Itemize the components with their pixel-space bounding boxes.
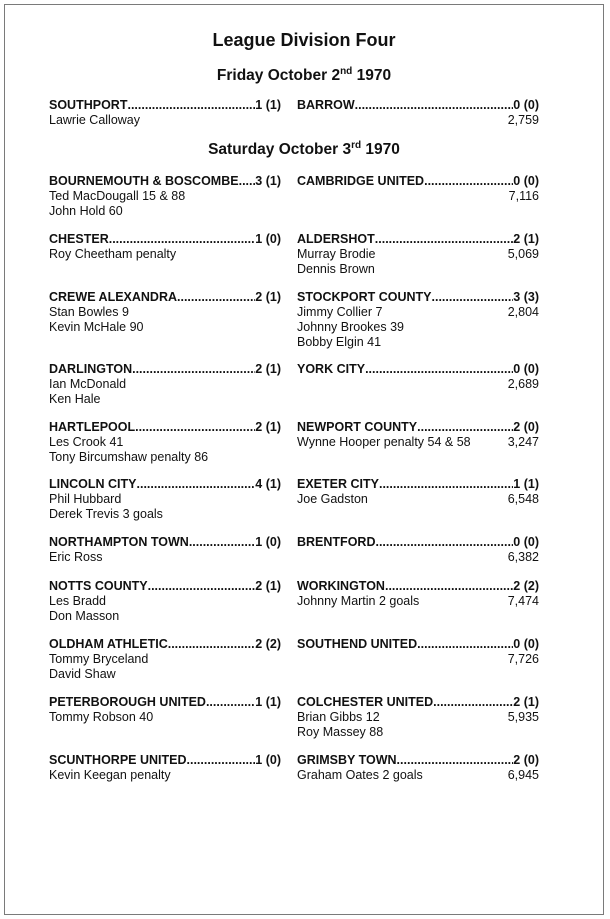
- away-score: 0 (0): [513, 535, 539, 549]
- date-ordinal-suffix: nd: [340, 66, 353, 77]
- away-team-line: [297, 362, 539, 377]
- home-scorer: Les Bradd: [49, 594, 106, 608]
- away-team-line: [297, 290, 539, 305]
- home-team-line: [49, 637, 281, 652]
- home-side: [49, 98, 281, 128]
- home-score: 2 (1): [255, 290, 281, 304]
- away-team-line: [297, 98, 539, 113]
- home-team-name: DARLINGTON: [49, 362, 133, 376]
- away-score: 0 (0): [513, 637, 539, 651]
- home-side: [49, 362, 281, 407]
- away-side: [297, 753, 539, 783]
- away-side: [297, 535, 539, 565]
- home-side: [49, 290, 281, 335]
- home-scorer: Eric Ross: [49, 550, 103, 564]
- home-score: 2 (1): [255, 362, 281, 376]
- home-scorer: Ken Hale: [49, 392, 101, 406]
- home-team-name: SOUTHPORT: [49, 98, 128, 112]
- leader-dots: [239, 174, 256, 189]
- home-score: 1 (1): [255, 98, 281, 112]
- away-scorer: [297, 550, 508, 565]
- away-score: 2 (1): [513, 695, 539, 709]
- leader-dots: [417, 420, 513, 435]
- away-scorer: Wynne Hooper penalty 54 & 58: [297, 435, 471, 449]
- home-side: [49, 579, 281, 624]
- home-scorer: Tommy Bryceland: [49, 652, 149, 666]
- attendance: 5,069: [507, 247, 539, 261]
- home-scorer: Derek Trevis 3 goals: [49, 507, 163, 521]
- away-first-line: [297, 550, 539, 565]
- leader-dots: [433, 695, 513, 710]
- away-team-name: BARROW: [297, 98, 355, 112]
- away-scorer: Brian Gibbs 12: [297, 710, 380, 724]
- away-scorer: Johnny Martin 2 goals: [297, 594, 420, 608]
- home-team-name: CHESTER: [49, 232, 109, 246]
- leader-dots: [397, 753, 514, 768]
- attendance: 6,548: [507, 492, 539, 506]
- home-scorer: Tommy Robson 40: [49, 710, 154, 724]
- leader-dots: [189, 535, 255, 550]
- home-score: 1 (0): [255, 535, 281, 549]
- away-scorer: Bobby Elgin 41: [297, 335, 382, 349]
- home-team-name: LINCOLN CITY: [49, 477, 137, 491]
- away-team-name: EXETER CITY: [297, 477, 379, 491]
- home-score: 1 (0): [255, 232, 281, 246]
- attendance: 7,726: [507, 652, 539, 666]
- away-team-name: YORK CITY: [297, 362, 366, 376]
- home-team-line: [49, 535, 281, 550]
- away-first-line: [297, 710, 539, 725]
- home-scorer: Kevin McHale 90: [49, 320, 144, 334]
- away-score: 2 (2): [513, 579, 539, 593]
- away-side: [297, 232, 539, 277]
- away-score: 3 (3): [513, 290, 539, 304]
- leader-dots: [135, 420, 255, 435]
- home-scorer: Les Crook 41: [49, 435, 124, 449]
- home-side: [49, 695, 281, 725]
- leader-dots: [379, 477, 513, 492]
- home-team-line: [49, 174, 281, 189]
- away-scorer: Joe Gadston: [297, 492, 368, 506]
- away-side: [297, 579, 539, 609]
- away-first-line: [297, 189, 539, 204]
- away-side: [297, 98, 539, 128]
- leader-dots: [148, 579, 256, 594]
- away-score: 0 (0): [513, 174, 539, 188]
- home-scorer: Roy Cheetham penalty: [49, 247, 177, 261]
- home-score: 2 (1): [255, 420, 281, 434]
- date-year: 1970: [352, 67, 392, 84]
- away-score: 2 (1): [513, 232, 539, 246]
- away-team-name: STOCKPORT COUNTY: [297, 290, 432, 304]
- home-score: 1 (1): [255, 695, 281, 709]
- home-team-line: [49, 420, 281, 435]
- away-team-name: GRIMSBY TOWN: [297, 753, 397, 767]
- away-first-line: [297, 247, 539, 262]
- home-scorer: Phil Hubbard: [49, 492, 122, 506]
- attendance: 3,247: [507, 435, 539, 449]
- away-scorer: [297, 189, 509, 204]
- attendance: 5,935: [507, 710, 539, 724]
- home-team-name: SCUNTHORPE UNITED: [49, 753, 187, 767]
- home-team-line: [49, 753, 281, 768]
- away-score: 0 (0): [513, 98, 539, 112]
- date-ordinal-suffix: rd: [351, 140, 362, 151]
- leader-dots: [137, 477, 256, 492]
- away-team-name: ALDERSHOT: [297, 232, 375, 246]
- home-team-line: [49, 232, 281, 247]
- attendance: 2,689: [507, 377, 539, 391]
- away-team-line: [297, 477, 539, 492]
- date-heading: [5, 141, 603, 159]
- date-heading: [5, 67, 603, 85]
- home-team-name: OLDHAM ATHLETIC: [49, 637, 168, 651]
- away-first-line: [297, 305, 539, 320]
- leader-dots: [385, 579, 513, 594]
- away-team-name: NEWPORT COUNTY: [297, 420, 418, 434]
- away-scorer: Jimmy Collier 7: [297, 305, 383, 319]
- away-team-name: CAMBRIDGE UNITED: [297, 174, 425, 188]
- leader-dots: [365, 362, 513, 377]
- home-team-name: NORTHAMPTON TOWN: [49, 535, 189, 549]
- away-team-line: [297, 753, 539, 768]
- away-side: [297, 174, 539, 204]
- home-team-name: NOTTS COUNTY: [49, 579, 148, 593]
- away-team-line: [297, 695, 539, 710]
- away-team-name: COLCHESTER UNITED: [297, 695, 434, 709]
- home-team-line: [49, 695, 281, 710]
- home-team-name: BOURNEMOUTH & BOSCOMBE: [49, 174, 239, 188]
- home-score: 3 (1): [255, 174, 281, 188]
- attendance: 7,474: [507, 594, 539, 608]
- away-team-line: [297, 579, 539, 594]
- home-side: [49, 420, 281, 465]
- away-scorer: Graham Oates 2 goals: [297, 768, 423, 782]
- home-side: [49, 637, 281, 682]
- away-scorer: [297, 652, 508, 667]
- home-team-line: [49, 477, 281, 492]
- leader-dots: [206, 695, 255, 710]
- away-scorer: Roy Massey 88: [297, 725, 384, 739]
- home-score: 4 (1): [255, 477, 281, 491]
- home-side: [49, 753, 281, 783]
- away-team-name: WORKINGTON: [297, 579, 385, 593]
- away-side: [297, 637, 539, 667]
- home-scorer: Don Masson: [49, 609, 120, 623]
- away-score: 2 (0): [513, 753, 539, 767]
- page-title: League Division Four: [212, 30, 396, 50]
- home-scorer: Stan Bowles 9: [49, 305, 129, 319]
- away-first-line: [297, 435, 539, 450]
- home-score: 2 (2): [255, 637, 281, 651]
- away-first-line: [297, 594, 539, 609]
- home-score: 1 (0): [255, 753, 281, 767]
- away-score: 0 (0): [513, 362, 539, 376]
- leader-dots: [432, 290, 514, 305]
- home-team-name: PETERBOROUGH UNITED: [49, 695, 206, 709]
- away-scorer: [297, 113, 508, 128]
- away-first-line: [297, 492, 539, 507]
- home-scorer: Kevin Keegan penalty: [49, 768, 171, 782]
- results-page: [4, 4, 604, 915]
- away-scorer: Johnny Brookes 39: [297, 320, 405, 334]
- away-team-name: SOUTHEND UNITED: [297, 637, 418, 651]
- attendance: 2,804: [507, 305, 539, 319]
- attendance: 6,382: [507, 550, 539, 564]
- leader-dots: [127, 98, 255, 113]
- home-side: [49, 477, 281, 522]
- home-scorer: John Hold 60: [49, 204, 123, 218]
- attendance: 7,116: [508, 189, 539, 203]
- home-scorer: Tony Bircumshaw penalty 86: [49, 450, 209, 464]
- away-side: [297, 420, 539, 450]
- home-scorer: Ted MacDougall 15 & 88: [49, 189, 186, 203]
- attendance: 2,759: [507, 113, 539, 127]
- away-team-name: BRENTFORD: [297, 535, 376, 549]
- home-scorer: David Shaw: [49, 667, 116, 681]
- home-scorer: Ian McDonald: [49, 377, 127, 391]
- date-text: Saturday October 3: [208, 141, 352, 158]
- away-team-line: [297, 174, 539, 189]
- leader-dots: [355, 98, 514, 113]
- leader-dots: [375, 535, 513, 550]
- away-score: 1 (1): [513, 477, 539, 491]
- home-side: [49, 174, 281, 219]
- away-team-line: [297, 232, 539, 247]
- leader-dots: [424, 174, 513, 189]
- date-text: Friday October 2: [216, 67, 341, 84]
- home-team-name: CREWE ALEXANDRA: [49, 290, 178, 304]
- away-team-line: [297, 420, 539, 435]
- away-team-line: [297, 637, 539, 652]
- home-team-line: [49, 98, 281, 113]
- away-score: 2 (0): [513, 420, 539, 434]
- away-first-line: [297, 768, 539, 783]
- date-year: 1970: [361, 141, 400, 158]
- away-team-line: [297, 535, 539, 550]
- away-side: [297, 477, 539, 507]
- away-scorer: Murray Brodie: [297, 247, 376, 261]
- home-team-line: [49, 579, 281, 594]
- leader-dots: [187, 753, 256, 768]
- home-side: [49, 535, 281, 565]
- leader-dots: [132, 362, 255, 377]
- away-side: [297, 362, 539, 392]
- home-team-line: [49, 290, 281, 305]
- home-scorer: Lawrie Calloway: [49, 113, 141, 127]
- leader-dots: [177, 290, 255, 305]
- leader-dots: [168, 637, 256, 652]
- away-scorer: [297, 377, 508, 392]
- leader-dots: [375, 232, 514, 247]
- leader-dots: [109, 232, 256, 247]
- away-first-line: [297, 377, 539, 392]
- attendance: 6,945: [507, 768, 539, 782]
- home-score: 2 (1): [255, 579, 281, 593]
- away-side: [297, 290, 539, 350]
- away-first-line: [297, 113, 539, 128]
- home-team-line: [49, 362, 281, 377]
- away-first-line: [297, 652, 539, 667]
- home-side: [49, 232, 281, 262]
- home-team-name: HARTLEPOOL: [49, 420, 136, 434]
- away-side: [297, 695, 539, 740]
- leader-dots: [417, 637, 513, 652]
- away-scorer: Dennis Brown: [297, 262, 375, 276]
